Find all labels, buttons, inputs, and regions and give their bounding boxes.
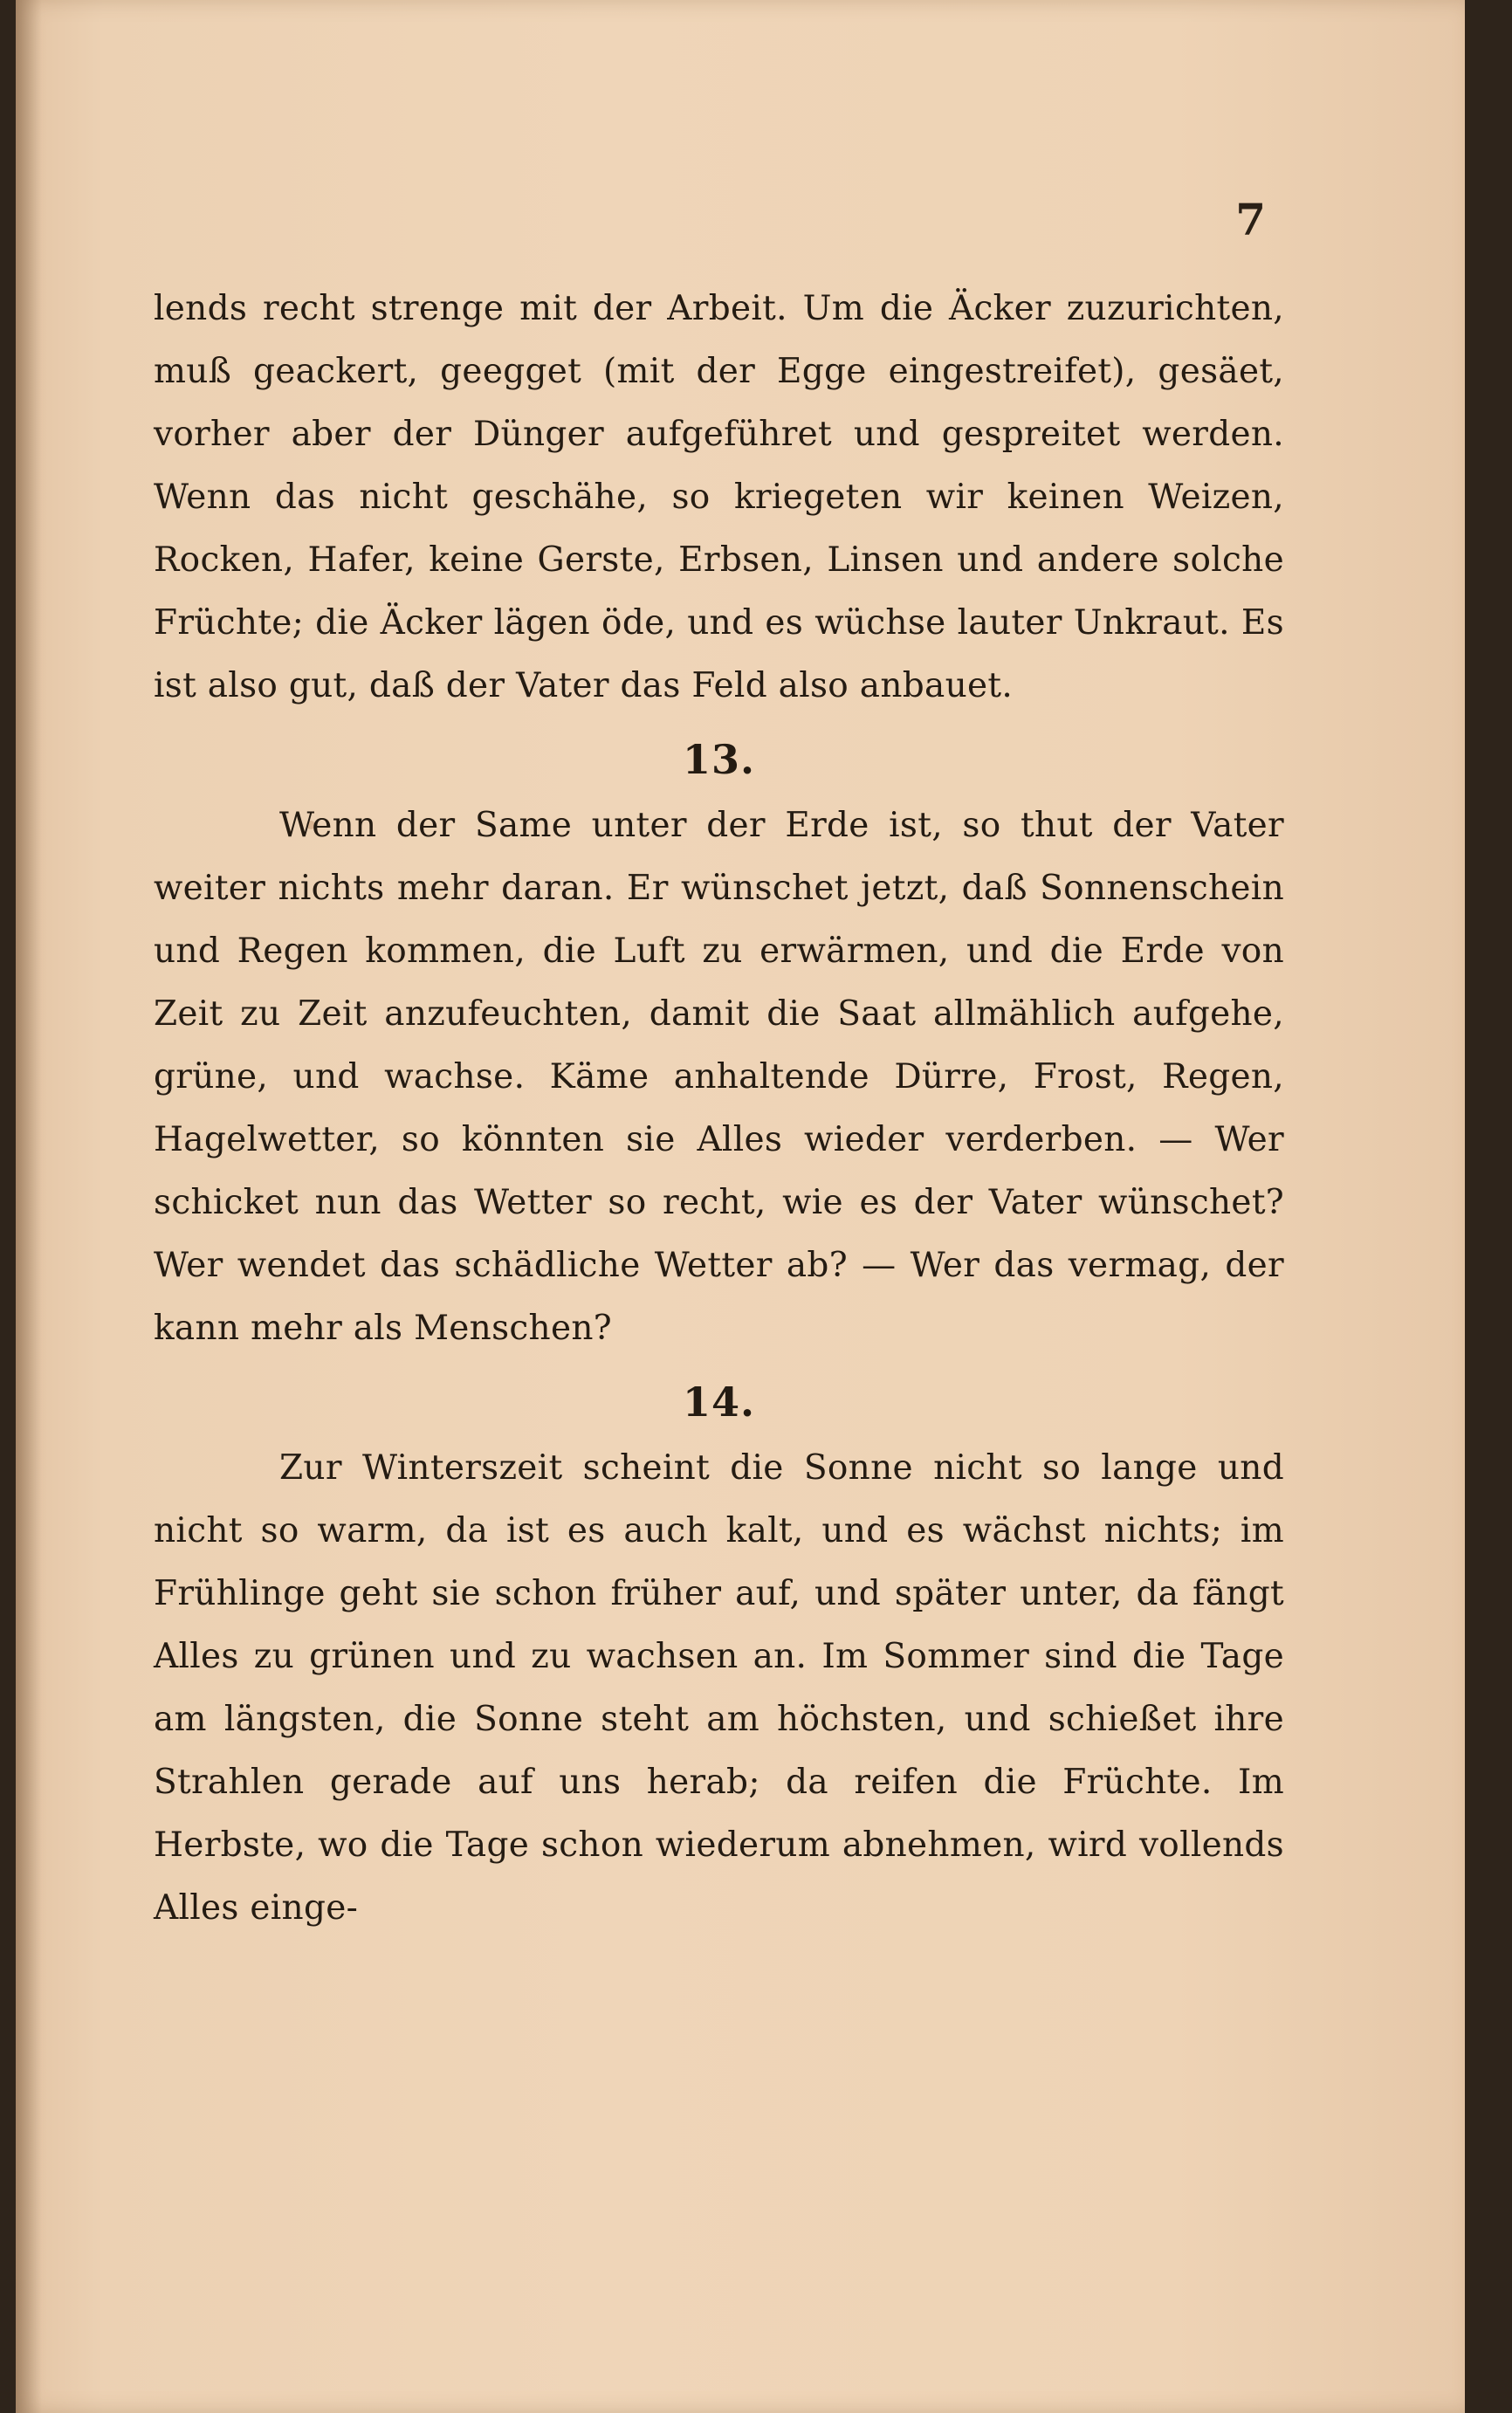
- section-number-14: 14.: [682, 1378, 756, 1426]
- section-number-13: 13.: [682, 736, 756, 783]
- book-page: [16, 0, 1465, 2413]
- section-14-paragraph: Zur Winterszeit scheint die Sonne nicht so lange und nicht so warm, da ist es auch kalt, und es wächst nichts; im Frühlinge geht sie schon früher auf, und später unter, da fängt Alles zu grünen und zu wachsen an. Im Sommer sind die Tage am längsten, die Sonne steht am höchsten, und schießet ihre Strahlen gerade auf uns herab; da reifen die Früchte. Im Herbste, wo die Tage schon wiederum abnehmen, wird vollends Alles einge-: [154, 1448, 1284, 1928]
- page-number: 7: [1235, 194, 1266, 245]
- continuation-paragraph: lends recht strenge mit der Arbeit. Um die Äcker zuzurichten, muß geackert, geegget (mit der Egge eingestreifet), gesäet, vorher aber der Dünger aufgeführet und gespreitet werden. Wenn das nicht geschähe, so kriegeten wir keinen Weizen, Rocken, Hafer, keine Gerste, Erbsen, Linsen und andere solche Früchte; die Äcker lägen öde, und es wüchse lauter Unkraut. Es ist also gut, daß der Vater das Feld also anbauet.: [154, 289, 1284, 705]
- spine-shadow: [16, 0, 42, 2413]
- page-body: [154, 278, 1284, 1940]
- section-13-paragraph: Wenn der Same unter der Erde ist, so thut der Vater weiter nichts mehr daran. Er wünschet jetzt, daß Sonnenschein und Regen kommen, die Luft zu erwärmen, und die Erde von Zeit zu Zeit anzufeuchten, damit die Saat allmählich aufgehe, grüne, und wachse. Käme anhaltende Dürre, Frost, Regen, Hagelwetter, so könnten sie Alles wieder verderben. — Wer schicket nun das Wetter so recht, wie es der Vater wünschet? Wer wendet das schädliche Wetter ab? — Wer das vermag, der kann mehr als Menschen?: [154, 806, 1284, 1348]
